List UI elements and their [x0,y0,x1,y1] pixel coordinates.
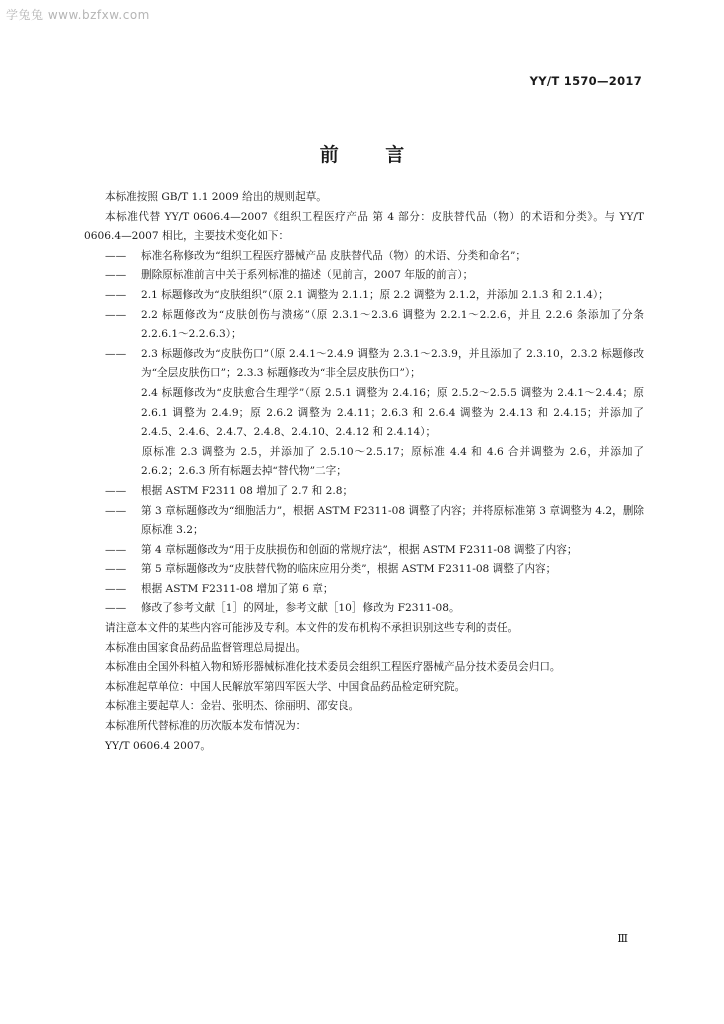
list-item [84,541,644,561]
list-dash: —— [105,543,127,556]
list-item-text: 根据 ASTM F2311 08 增加了 2.7 和 2.8； [141,484,354,497]
committee-statement: 本标准由全国外科植入物和矫形器械标准化技术委员会组织工程医疗器械产品分技术委员会归口。 [105,661,561,674]
list-dash: —— [105,347,127,360]
list-item [84,306,644,345]
list-item-text: 第 5 章标题修改为“皮肤替代物的临床应用分类”，根据 ASTM F2311-08 调整了内容； [141,563,557,576]
list-item [84,443,644,482]
list-item-text: 修改了参考文献［1］的网址，参考文献［10］修改为 F2311-08。 [141,602,460,615]
patent-notice: 请注意本文件的某些内容可能涉及专利。本文件的发布机构不承担识别这些专利的责任。 [105,622,519,635]
list-dash: —— [105,269,127,282]
list-item [84,345,644,384]
intro-paragraph: 本标准代替 YY/T 0606.4—2007《组织工程医疗产品 第 4 部分：皮肤替代品（物）的术语和分类》。与 YY/T 0606.4—2007 相比，主要技术变化如下： [84,210,644,243]
list-item [84,502,644,541]
page-number: Ⅲ [617,932,628,945]
list-dash: —— [105,563,127,576]
list-dash: —— [105,308,127,321]
document-code: YY/T 1570—2017 [529,74,642,88]
list-item [84,247,644,267]
proposer-statement: 本标准由国家食品药品监督管理总局提出。 [105,641,307,654]
changes-list [84,247,644,619]
list-item [84,482,644,502]
list-dash: —— [105,288,127,301]
page-title: 前 言 [319,144,425,166]
list-dash: —— [105,602,127,615]
list-item [84,580,644,600]
list-item-text: 第 3 章标题修改为“细胞活力”，根据 ASTM F2311-08 调整了内容；并将原标准第 3 章调整为 4.2，删除原标准 3.2； [141,504,644,537]
list-item-text: 原标准 2.3 调整为 2.5，并添加了 2.5.10～2.5.17；原标准 4.4 和 4.6 合并调整为 2.6，并添加了 2.6.2；2.6.3 所有标题去掉“替代物”二字； [141,445,644,478]
history-heading: 本标准所代替标准的历次版本发布情况为： [105,720,307,733]
drafters: 本标准主要起草人：金岩、张明杰、徐丽明、邵安良。 [105,700,360,713]
list-dash: —— [105,484,127,497]
intro-paragraph: 本标准按照 GB/T 1.1 2009 给出的规则起草。 [105,191,327,203]
list-item [84,599,644,619]
list-item [84,266,644,286]
list-item-text: 根据 ASTM F2311-08 增加了第 6 章； [141,582,334,595]
list-dash: —— [105,249,127,262]
foreword-body [84,188,644,756]
list-item-text: 2.2 标题修改为“皮肤创伤与溃疡”（原 2.3.1～2.3.6 调整为 2.2.1～2.2.6，并且 2.2.6 条添加了分条 2.2.6.1～2.2.6.3）； [141,308,644,341]
list-item-text: 2.3 标题修改为“皮肤伤口”（原 2.4.1～2.4.9 调整为 2.3.1～2.3.9，并且添加了 2.3.10，2.3.2 标题修改为“全层皮肤伤口”；2.3.3 标题修改为“非全层皮肤伤口”）； [141,347,644,380]
site-watermark: 学兔兔 www.bzfxw.com [6,8,150,22]
list-item-text: 第 4 章标题修改为“用于皮肤损伤和创面的常规疗法”，根据 ASTM F2311-08 调整了内容； [141,543,578,556]
list-item [84,384,644,443]
list-item-text: 删除原标准前言中关于系列标准的描述（见前言，2007 年版的前言）； [141,269,474,282]
list-item-text: 标准名称修改为“组织工程医疗器械产品 皮肤替代品（物）的术语、分类和命名”； [141,249,526,262]
list-item [84,286,644,306]
list-dash: —— [105,582,127,595]
list-item-text: 2.4 标题修改为“皮肤愈合生理学”（原 2.5.1 调整为 2.4.16；原 2.5.2～2.5.5 调整为 2.4.1～2.4.4；原 2.6.1 调整为 2.4.9；原 2.6.2 调整为 2.4.11；2.6.3 和 2.6.4 调整为 2.4.13 和 2.4.15；并添加了 2.4.5、2.4.6、2.4.7、2.4.8、2.4.10、2.4.12 和 2.4.14）； [141,386,644,439]
list-dash: —— [105,504,127,517]
history-entry: YY/T 0606.4 2007。 [105,739,211,752]
drafting-units: 本标准起草单位：中国人民解放军第四军医大学、中国食品药品检定研究院。 [105,680,466,693]
list-item-text: 2.1 标题修改为“皮肤组织”（原 2.1 调整为 2.1.1；原 2.2 调整为 2.1.2，并添加 2.1.3 和 2.1.4）； [141,288,609,301]
list-item [84,560,644,580]
